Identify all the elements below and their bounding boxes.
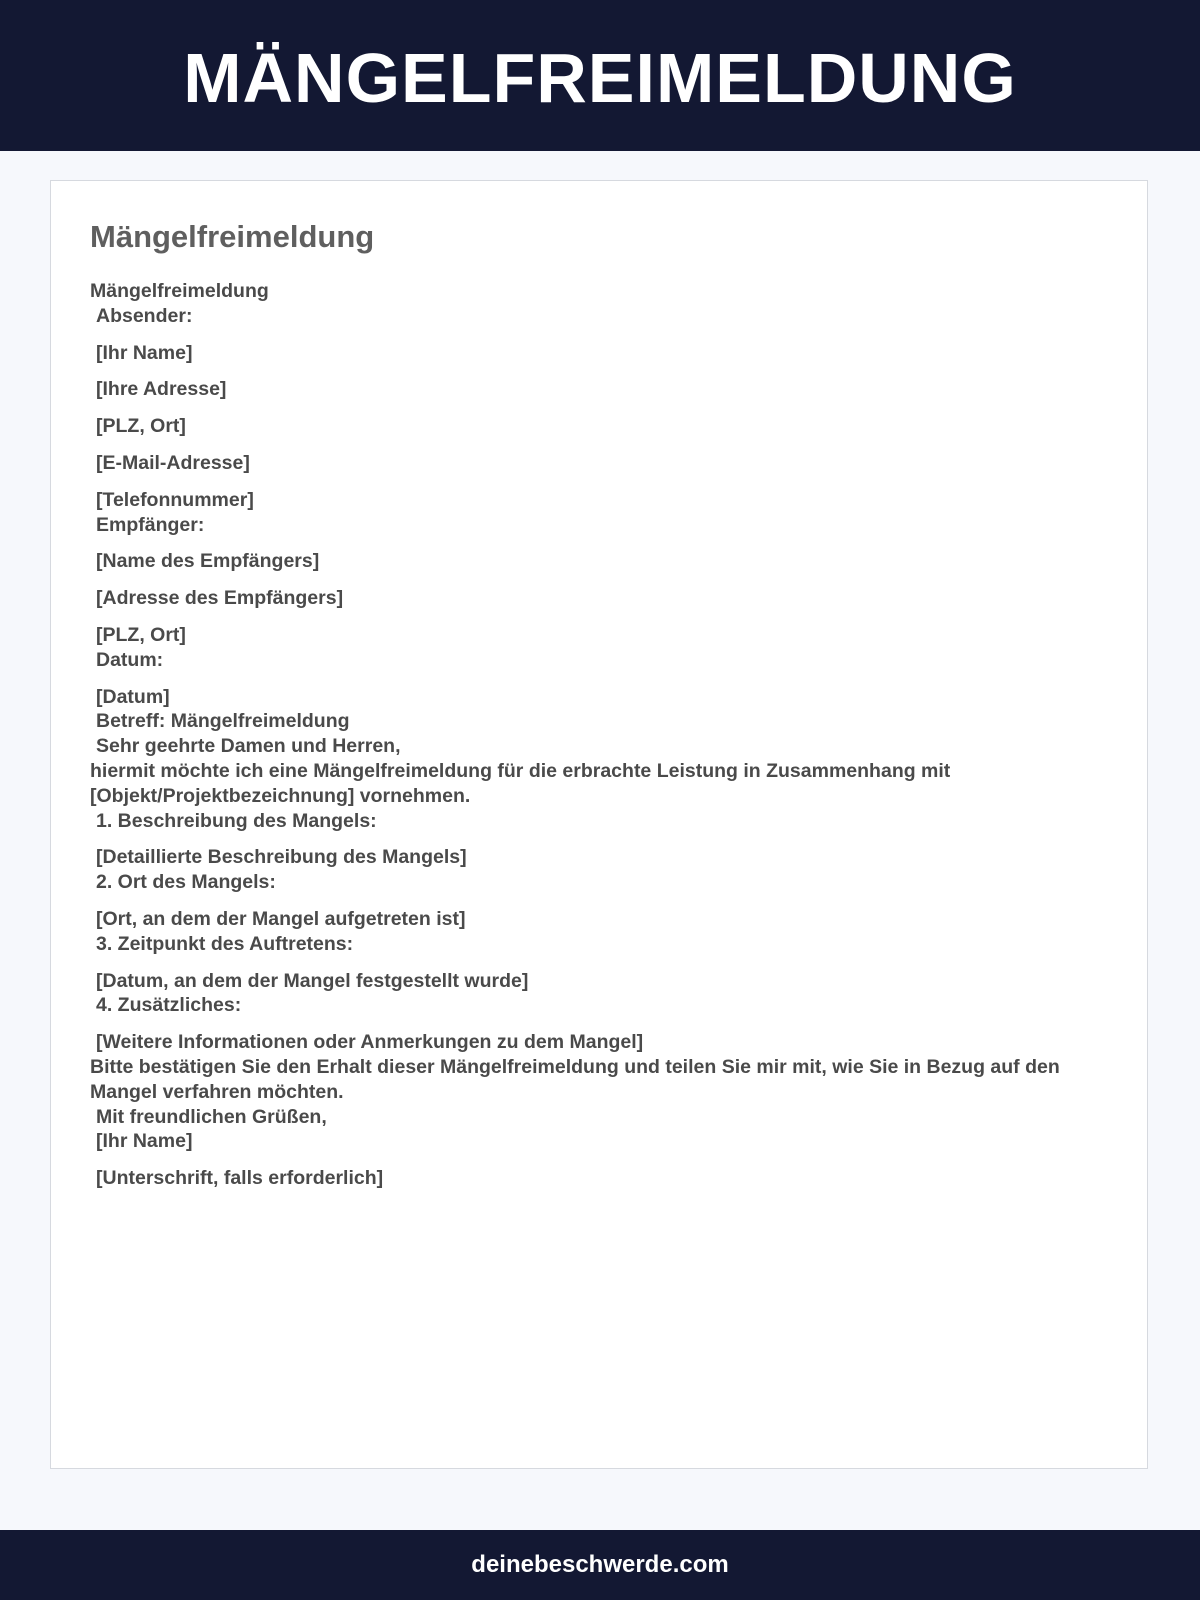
- sender-city: [PLZ, Ort]: [96, 415, 186, 438]
- subject-line: Betreff: Mängelfreimeldung: [96, 710, 350, 733]
- closing-paragraph: Bitte bestätigen Sie den Erhalt dieser Mängelfreimeldung und teilen Sie mir mit, wie Sie in Bezug auf den Mangel verfahren möchten.: [90, 1055, 1066, 1103]
- recipient-label: Empfänger:: [96, 513, 205, 536]
- sender-label: Absender:: [96, 304, 193, 327]
- signer-name: [Ihr Name]: [96, 1130, 193, 1153]
- section-3-label: 3. Zeitpunkt des Auftretens:: [96, 932, 354, 955]
- salutation: Sehr geehrte Damen und Herren,: [96, 735, 401, 758]
- section-2-value: [Ort, an dem der Mangel aufgetreten ist]: [96, 907, 466, 930]
- section-1-label: 1. Beschreibung des Mangels:: [96, 809, 377, 832]
- section-2-label: 2. Ort des Mangels:: [96, 871, 276, 894]
- sender-address: [Ihre Adresse]: [96, 378, 227, 401]
- recipient-name: [Name des Empfängers]: [96, 550, 320, 573]
- letter-title-line: Mängelfreimeldung: [90, 280, 269, 302]
- sender-phone: [Telefonnummer]: [96, 488, 254, 511]
- footer-site-link[interactable]: deinebeschwerde.com: [471, 1551, 729, 1578]
- section-4-value: [Weitere Informationen oder Anmerkungen zu dem Mangel]: [96, 1031, 644, 1054]
- page-header: [0, 0, 1200, 151]
- header-title: MÄNGELFREIMELDUNG: [183, 38, 1017, 117]
- document-heading: Mängelfreimeldung: [90, 219, 375, 254]
- document-card: [50, 180, 1148, 1469]
- recipient-address: [Adresse des Empfängers]: [96, 587, 344, 610]
- sender-name: [Ihr Name]: [96, 341, 193, 364]
- date-label: Datum:: [96, 648, 164, 671]
- recipient-city: [PLZ, Ort]: [96, 623, 186, 646]
- page-footer: [0, 1530, 1200, 1600]
- section-3-value: [Datum, an dem der Mangel festgestellt wurde]: [96, 969, 529, 992]
- section-1-value: [Detaillierte Beschreibung des Mangels]: [96, 846, 467, 869]
- intro-paragraph: hiermit möchte ich eine Mängelfreimeldung für die erbrachte Leistung in Zusammenhang mit [Objekt/Projektbezeichnung] vornehmen.: [90, 759, 956, 807]
- date-value: [Datum]: [96, 685, 170, 708]
- letter-body: [90, 279, 1110, 1191]
- sender-email: [E-Mail-Adresse]: [96, 451, 250, 474]
- section-4-label: 4. Zusätzliches:: [96, 994, 242, 1017]
- signature-placeholder: [Unterschrift, falls erforderlich]: [96, 1167, 384, 1190]
- sign-off: Mit freundlichen Grüßen,: [96, 1105, 327, 1128]
